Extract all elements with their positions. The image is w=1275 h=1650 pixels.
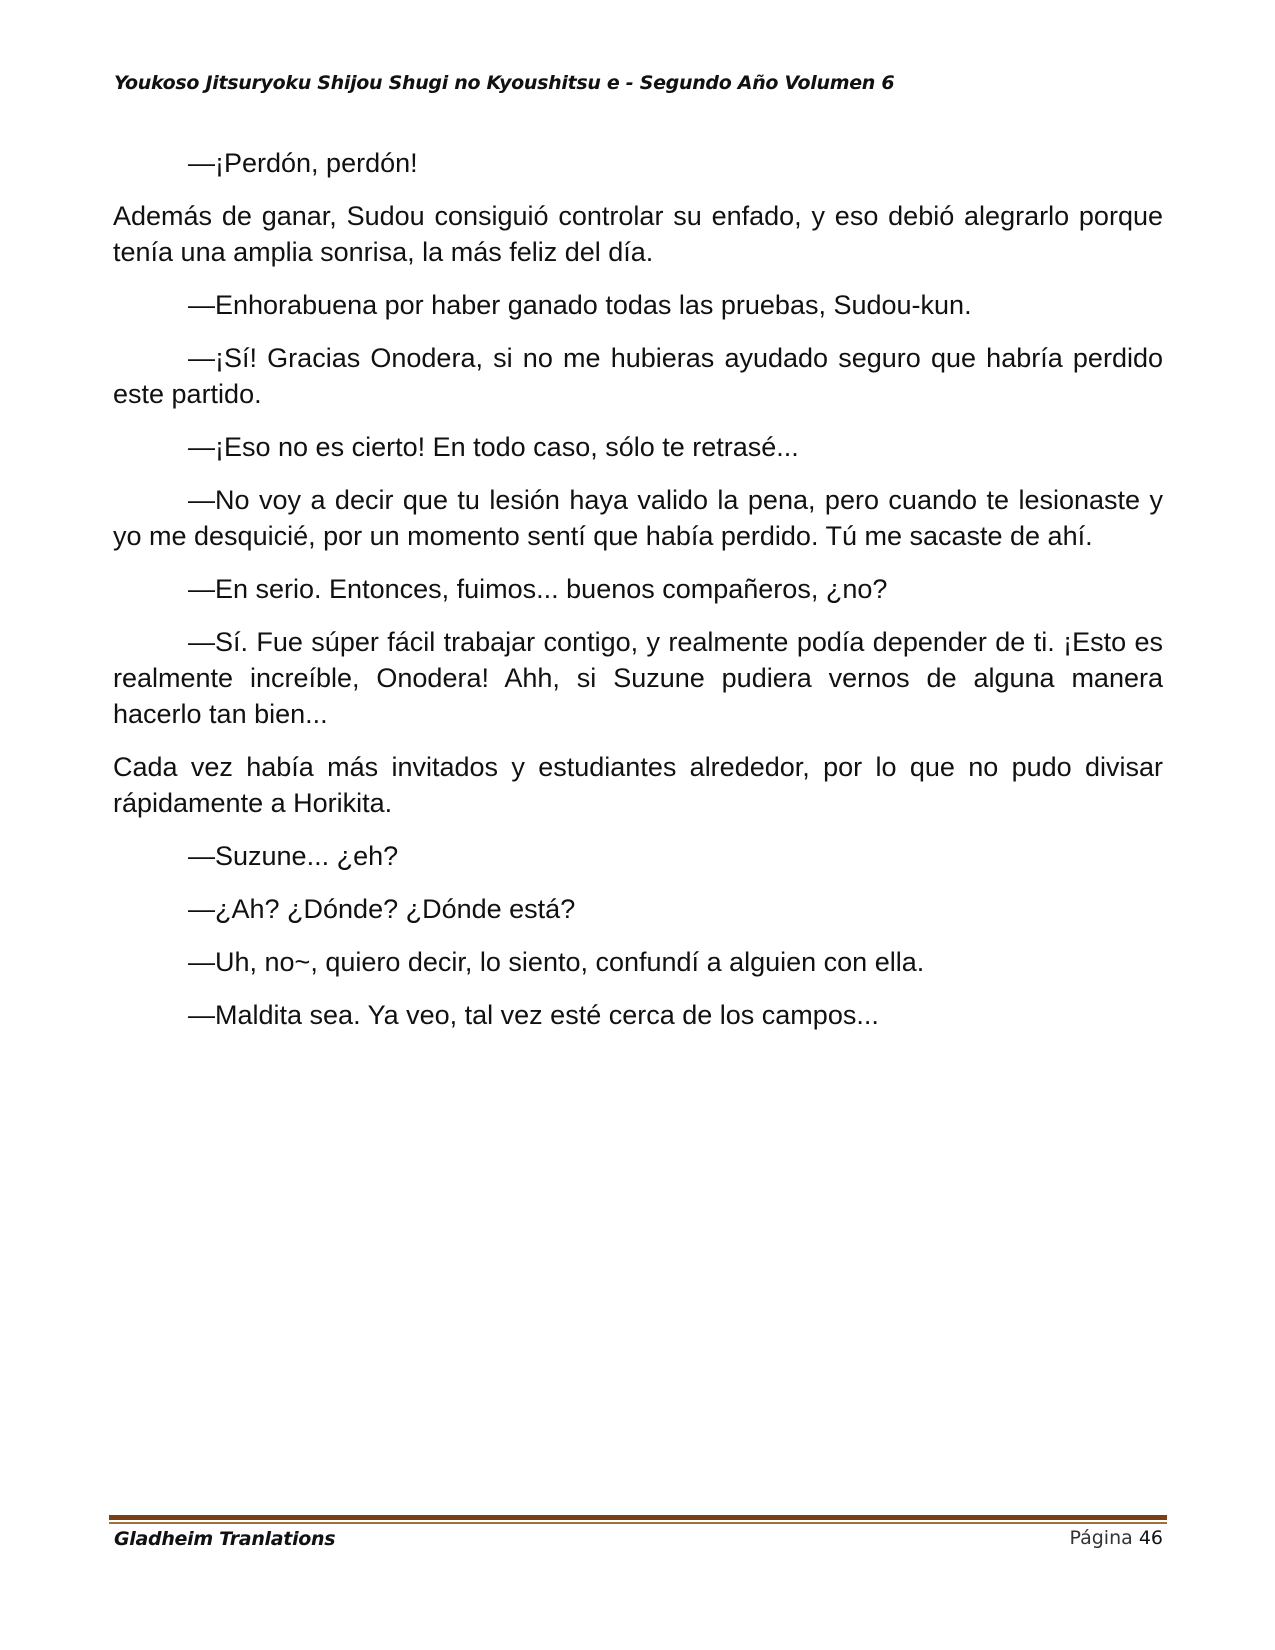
paragraph: —Enhorabuena por haber ganado todas las pruebas, Sudou-kun. [188, 290, 972, 320]
paragraph: —¿Ah? ¿Dónde? ¿Dónde está? [188, 894, 576, 924]
paragraph: —Maldita sea. Ya veo, tal vez esté cerca de los campos... [188, 1000, 879, 1030]
paragraph: —¡Eso no es cierto! En todo caso, sólo te retrasé... [188, 432, 799, 462]
paragraph: Además de ganar, Sudou consiguió controlar su enfado, y eso debió alegrarlo porque tenía una amplia sonrisa, la más feliz del día. [113, 201, 1163, 267]
paragraph: —Suzune... ¿eh? [188, 841, 399, 871]
paragraph: Cada vez había más invitados y estudiantes alrededor, por lo que no pudo divisar rápidamente a Horikita. [113, 752, 1163, 818]
paragraph: —No voy a decir que tu lesión haya valido la pena, pero cuando te lesionaste y yo me desquicié, por un momento sentí que había perdido. Tú me sacaste de ahí. [113, 485, 1163, 551]
page-body [113, 145, 1163, 1050]
paragraph: —Uh, no~, quiero decir, lo siento, confundí a alguien con ella. [188, 947, 925, 977]
paragraph: —Sí. Fue súper fácil trabajar contigo, y realmente podía depender de ti. ¡Esto es realmente increíble, Onodera! Ahh, si Suzune pudiera vernos de alguna manera hacerlo tan bien... [113, 627, 1163, 729]
footer-publisher: Gladheim Tranlations [114, 1528, 336, 1550]
running-header: Youkoso Jitsuryoku Shijou Shugi no Kyoushitsu e - Segundo Año Volumen 6 [114, 72, 895, 94]
paragraph: —¡Sí! Gracias Onodera, si no me hubieras ayudado seguro que habría perdido este partido. [113, 343, 1163, 409]
footer-divider-thick [109, 1515, 1167, 1520]
footer-page-number [1069, 1527, 1163, 1549]
page-label: Página [1069, 1527, 1133, 1549]
paragraph: —¡Perdón, perdón! [188, 148, 418, 178]
footer-divider-thin [109, 1522, 1167, 1524]
page-number: 46 [1138, 1527, 1163, 1549]
paragraph: —En serio. Entonces, fuimos... buenos compañeros, ¿no? [188, 574, 888, 604]
